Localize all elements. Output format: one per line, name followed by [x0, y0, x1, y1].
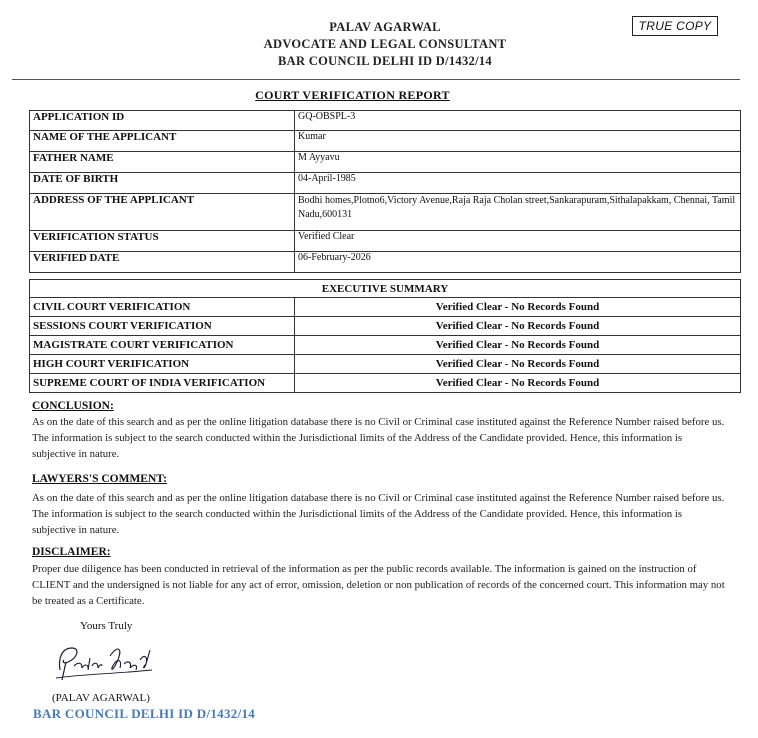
- footer-bar-id: BAR COUNCIL DELHI ID D/1432/14: [33, 706, 256, 721]
- summary-value: Verified Clear - No Records Found: [295, 298, 741, 317]
- signature-icon: [52, 640, 162, 686]
- summary-label: MAGISTRATE COURT VERIFICATION: [30, 336, 295, 355]
- info-label: VERIFICATION STATUS: [30, 231, 295, 252]
- disclaimer-title: DISCLAIMER:: [32, 546, 111, 558]
- summary-value: Verified Clear - No Records Found: [295, 355, 741, 374]
- info-label: NAME OF THE APPLICANT: [30, 131, 295, 152]
- table-row: [30, 317, 741, 336]
- summary-value: Verified Clear - No Records Found: [295, 374, 741, 393]
- report-title: COURT VERIFICATION REPORT: [255, 88, 450, 102]
- summary-label: SUPREME COURT OF INDIA VERIFICATION: [30, 374, 295, 393]
- info-label: VERIFIED DATE: [30, 252, 295, 273]
- table-row: [30, 152, 741, 173]
- info-value: Bodhi homes,Plotno6,Victory Avenue,Raja Raja Cholan street,Sankarapuram,Sithalapakkam, Chennai, Tamil Nadu,600131: [295, 194, 741, 231]
- table-row: [30, 298, 741, 317]
- info-label: ADDRESS OF THE APPLICANT: [30, 194, 295, 231]
- table-row: [30, 231, 741, 252]
- lawyers-comment-title: LAWYERS'S COMMENT:: [32, 473, 167, 485]
- info-value: GQ-OBSPL-3: [295, 111, 741, 131]
- summary-label: HIGH COURT VERIFICATION: [30, 355, 295, 374]
- info-label: DATE OF BIRTH: [30, 173, 295, 194]
- lawyers-comment-text: As on the date of this search and as per the online litigation database there is no Civil or Criminal case instituted against the Reference Number raised before us. The information is subject to the search conducted within the Jurisdictional limits of the Address of the Candidate provided. Hence, this information is subjective in nature.: [32, 492, 725, 537]
- info-value: Kumar: [295, 131, 741, 152]
- info-label: FATHER NAME: [30, 152, 295, 173]
- info-value: M Ayyavu: [295, 152, 741, 173]
- info-value: 06-February-2026: [295, 252, 741, 273]
- yours-truly: Yours Truly: [80, 620, 133, 632]
- firm-bar-id: BAR COUNCIL DELHI ID D/1432/14: [278, 54, 492, 68]
- info-value: Verified Clear: [295, 231, 741, 252]
- conclusion-title: CONCLUSION:: [32, 400, 114, 412]
- table-row: [30, 336, 741, 355]
- info-label: APPLICATION ID: [30, 111, 295, 131]
- info-value: 04-April-1985: [295, 173, 741, 194]
- executive-summary-table: [29, 279, 741, 393]
- disclaimer-text: Proper due diligence has been conducted in retrieval of the information as per the public records available. The information is gained on the instruction of CLIENT and the undersigned is not liable for any act of error, omission, deletion or non publication of records of the concerned court. This information may not be treated as a Certificate.: [32, 563, 725, 608]
- summary-value: Verified Clear - No Records Found: [295, 317, 741, 336]
- header-divider: [12, 79, 740, 80]
- firm-subtitle: ADVOCATE AND LEGAL CONSULTANT: [263, 37, 507, 51]
- table-row: [30, 252, 741, 273]
- table-row: [30, 131, 741, 152]
- table-row: [30, 355, 741, 374]
- table-row: [30, 111, 741, 131]
- table-row: [30, 194, 741, 231]
- true-copy-stamp: TRUE COPY: [632, 16, 718, 36]
- summary-value: Verified Clear - No Records Found: [295, 336, 741, 355]
- summary-title: EXECUTIVE SUMMARY: [30, 280, 741, 298]
- summary-label: SESSIONS COURT VERIFICATION: [30, 317, 295, 336]
- table-row: [30, 173, 741, 194]
- table-row: [30, 374, 741, 393]
- conclusion-text: As on the date of this search and as per the online litigation database there is no Civil or Criminal case instituted against the Reference Number raised before us. The information is subject to the search conducted within the Jurisdictional limits of the Address of the Candidate provided. Hence, this information is subjective in nature.: [32, 416, 725, 461]
- signatory-name: (PALAV AGARWAL): [52, 692, 150, 704]
- summary-label: CIVIL COURT VERIFICATION: [30, 298, 295, 317]
- table-row: [30, 280, 741, 298]
- firm-name: PALAV AGARWAL: [329, 20, 441, 34]
- applicant-info-table: [29, 110, 741, 273]
